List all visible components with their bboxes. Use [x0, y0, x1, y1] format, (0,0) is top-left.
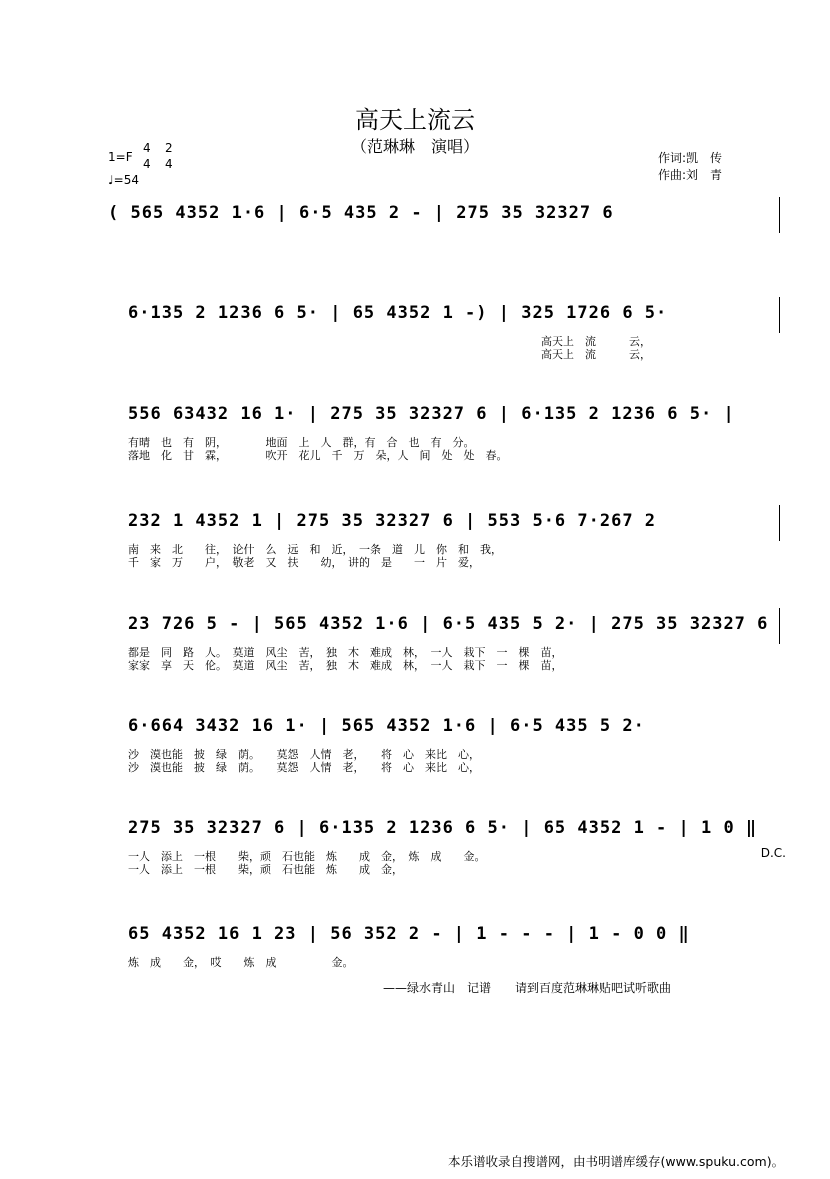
song-subtitle: （范琳琳 演唱）: [350, 137, 479, 156]
time-signature-1: [143, 140, 151, 172]
notes-row-4: 232 1 4352 1 | 275 35 32327 6 | 553 5·6 7·267 2: [128, 511, 657, 531]
time-sig-2-bottom: 4: [165, 157, 173, 171]
tempo-marking: ♩=54: [108, 173, 139, 187]
right-barline: [779, 608, 780, 644]
lyricist: 作词:凯 传: [658, 151, 723, 165]
notes-row-3: 556 63432 16 1· | 275 35 32327 6 | 6·135 2 1236 6 5· |: [128, 404, 735, 424]
key-label: 1=F: [108, 150, 133, 164]
transcriber-credit: ——绿水青山 记谱 请到百度范琳琳贴吧试听歌曲: [383, 981, 672, 995]
lyrics-row-7b: 一人 添上 一根 柴，顽 石也能 炼 成 金，: [128, 863, 403, 876]
music-row-7: [108, 812, 786, 876]
time-sig-1-top: 4: [143, 141, 151, 155]
composer: 作曲:刘 青: [658, 168, 723, 182]
music-row-1: [108, 197, 780, 247]
right-barline: [779, 505, 780, 541]
music-row-6: [108, 710, 780, 774]
notes-row-7: 275 35 32327 6 | 6·135 2 1236 6 5· | 65 4352 1 - | 1 0 ‖: [128, 818, 758, 838]
time-sig-2-top: 2: [165, 141, 173, 155]
music-row-8: [108, 918, 780, 968]
time-signature-2: [165, 140, 173, 172]
notes-row-8: 65 4352 16 1 23 | 56 352 2 - | 1 - - - | 1 - 0 0 ‖: [128, 924, 690, 944]
music-row-5: [108, 608, 780, 672]
music-row-3: [108, 398, 780, 462]
music-row-2: [108, 297, 780, 361]
music-row-4: [108, 505, 780, 569]
time-sig-1-bottom: 4: [143, 157, 151, 171]
notes-row-1: ( 565 4352 1·6 | 6·5 435 2 - | 275 35 32327 6: [108, 203, 614, 223]
lyrics-row-5b: 家家 享 天 伦。 莫道 风尘 苦， 独 木 难成 林， 一人 栽下 一 棵 苗，: [128, 659, 563, 672]
key-signature: [108, 150, 133, 164]
lyrics-row-2b: 高天上 流 云，: [541, 348, 651, 361]
right-barline: [779, 297, 780, 333]
lyrics-row-3a: 有晴 也 有 阴， 地面 上 人 群，有 合 也 有 分。: [128, 436, 475, 449]
da-capo-marking: D.C.: [760, 846, 786, 860]
notes-row-2: 6·135 2 1236 6 5· | 65 4352 1 -) | 325 1726 6 5·: [128, 303, 668, 323]
lyrics-row-2a: 高天上 流 云，: [541, 335, 651, 348]
song-title: 高天上流云: [355, 106, 475, 134]
lyrics-row-6b: 沙 漠也能 披 绿 荫。 莫怨 人情 老， 将 心 来比 心，: [128, 761, 480, 774]
lyrics-row-4a: 南 来 北 往， 论什 么 远 和 近， 一条 道 儿 你 和 我，: [128, 543, 502, 556]
lyrics-row-3b: 落地 化 甘 霖， 吹开 花儿 千 万 朵，人 间 处 处 春。: [128, 449, 508, 462]
lyrics-row-8a: 炼 成 金， 哎 炼 成 金。: [128, 956, 354, 969]
source-footer: 本乐谱收录自搜谱网，由书明谱库缓存(www.spuku.com)。: [448, 1154, 785, 1169]
lyrics-row-4b: 千 家 万 户， 敬老 又 扶 幼， 讲的 是 一 片 爱，: [128, 556, 480, 569]
notes-row-5: 23 726 5 - | 565 4352 1·6 | 6·5 435 5 2· | 275 35 32327 6: [128, 614, 769, 634]
lyrics-row-7a: 一人 添上 一根 柴，顽 石也能 炼 成 金， 炼 成 金。: [128, 850, 486, 863]
notes-row-6: 6·664 3432 16 1· | 565 4352 1·6 | 6·5 435 5 2·: [128, 716, 645, 736]
lyrics-row-6a: 沙 漠也能 披 绿 荫。 莫怨 人情 老， 将 心 来比 心，: [128, 748, 480, 761]
right-barline: [779, 197, 780, 233]
credits: [658, 150, 722, 184]
lyrics-row-5a: 都是 同 路 人。 莫道 风尘 苦， 独 木 难成 林， 一人 栽下 一 棵 苗，: [128, 646, 563, 659]
